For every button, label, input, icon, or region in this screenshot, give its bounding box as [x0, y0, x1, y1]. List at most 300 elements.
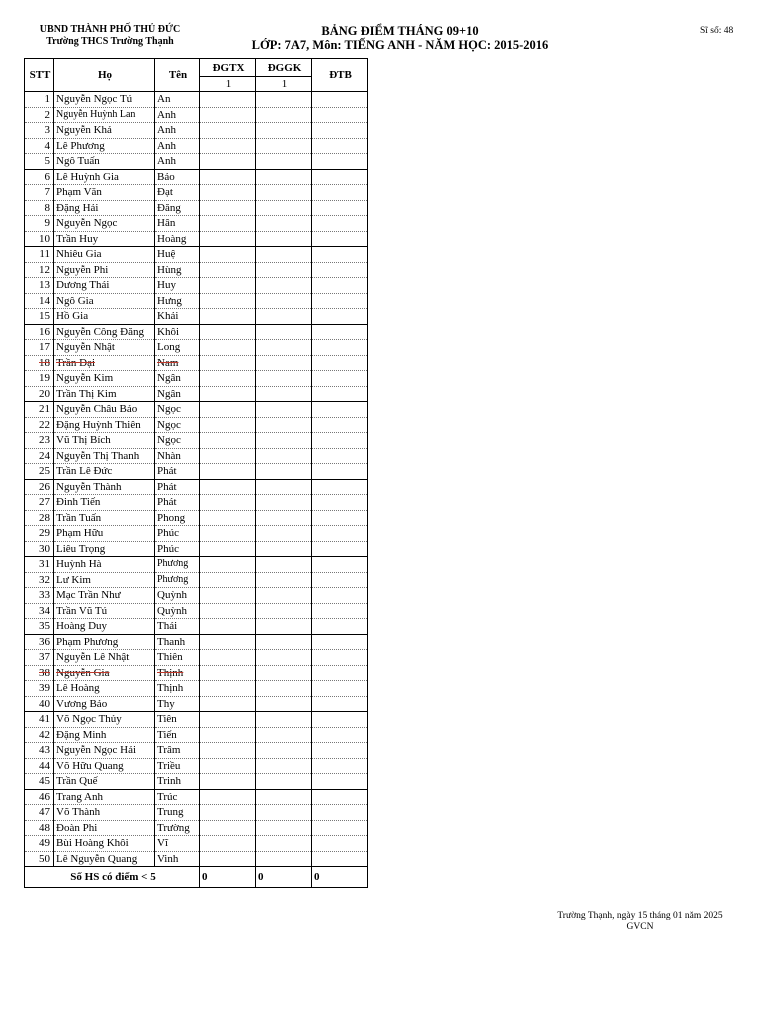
row-dggk: [256, 650, 312, 666]
row-ho: Dương Thái: [54, 278, 155, 294]
row-dtb: [312, 92, 368, 108]
row-ho: Ngô Tuấn: [54, 154, 155, 170]
row-ten: Phát: [155, 464, 200, 480]
row-stt: 38: [25, 665, 54, 681]
table-row: [25, 681, 368, 697]
row-dtb: [312, 557, 368, 573]
row-dtb: [312, 371, 368, 387]
row-dgtx: [200, 588, 256, 604]
row-dggk: [256, 464, 312, 480]
row-ten: Anh: [155, 138, 200, 154]
row-dgtx: [200, 789, 256, 805]
row-ho: Nguyễn Thị Thanh: [54, 448, 155, 464]
header-ho: Họ: [54, 59, 155, 92]
row-ten: Ngân: [155, 371, 200, 387]
row-stt: 28: [25, 510, 54, 526]
row-ten: Đạt: [155, 185, 200, 201]
row-ten: Quỳnh: [155, 603, 200, 619]
row-dgtx: [200, 836, 256, 852]
row-dggk: [256, 774, 312, 790]
row-dtb: [312, 123, 368, 139]
table-row: [25, 495, 368, 511]
row-stt: 48: [25, 820, 54, 836]
table-row: [25, 278, 368, 294]
row-dgtx: [200, 448, 256, 464]
row-dggk: [256, 526, 312, 542]
row-dggk: [256, 619, 312, 635]
row-stt: 46: [25, 789, 54, 805]
row-dgtx: [200, 464, 256, 480]
row-dtb: [312, 355, 368, 371]
row-dggk: [256, 169, 312, 185]
row-ho: Nguyễn Kim: [54, 371, 155, 387]
row-stt: 7: [25, 185, 54, 201]
row-dtb: [312, 572, 368, 588]
org-line-1: UBND THÀNH PHỐ THỦ ĐỨC: [39, 24, 181, 35]
table-row: [25, 262, 368, 278]
row-dtb: [312, 851, 368, 867]
summary-dgtx: 0: [200, 867, 256, 888]
row-dggk: [256, 386, 312, 402]
table-row: [25, 836, 368, 852]
row-ten: Hưng: [155, 293, 200, 309]
row-ho: Đặng Huỳnh Thiên: [54, 417, 155, 433]
row-stt: 31: [25, 557, 54, 573]
row-ho: Trần Quế: [54, 774, 155, 790]
row-ho: Trần Tuấn: [54, 510, 155, 526]
row-dggk: [256, 603, 312, 619]
table-row: [25, 386, 368, 402]
table-row: [25, 743, 368, 759]
row-dgtx: [200, 696, 256, 712]
row-dtb: [312, 402, 368, 418]
row-dggk: [256, 495, 312, 511]
row-dgtx: [200, 185, 256, 201]
row-dgtx: [200, 758, 256, 774]
table-row: [25, 789, 368, 805]
row-dtb: [312, 448, 368, 464]
title-line-1: BẢNG ĐIỂM THÁNG 09+10: [321, 24, 479, 38]
row-ten: Đăng: [155, 200, 200, 216]
row-dtb: [312, 805, 368, 821]
row-ho: Trần Đại: [54, 355, 155, 371]
class-size: Sĩ số: 48: [700, 26, 734, 36]
row-dtb: [312, 107, 368, 123]
row-dgtx: [200, 231, 256, 247]
row-ho: Vũ Thị Bích: [54, 433, 155, 449]
row-dggk: [256, 712, 312, 728]
row-dgtx: [200, 138, 256, 154]
row-stt: 5: [25, 154, 54, 170]
row-ho: Nguyễn Ngọc: [54, 216, 155, 232]
row-dgtx: [200, 123, 256, 139]
grade-table: [24, 58, 368, 888]
row-dtb: [312, 200, 368, 216]
row-stt: 8: [25, 200, 54, 216]
row-dgtx: [200, 557, 256, 573]
row-dtb: [312, 510, 368, 526]
row-ten: Tiên: [155, 712, 200, 728]
row-dgtx: [200, 154, 256, 170]
table-row: [25, 402, 368, 418]
row-dgtx: [200, 340, 256, 356]
row-ten: Ngọc: [155, 433, 200, 449]
row-ho: Trần Lê Đức: [54, 464, 155, 480]
subheader-dggk: 1: [256, 77, 312, 92]
row-stt: 50: [25, 851, 54, 867]
row-dgtx: [200, 293, 256, 309]
row-stt: 14: [25, 293, 54, 309]
row-stt: 43: [25, 743, 54, 759]
row-dgtx: [200, 309, 256, 325]
table-row: [25, 634, 368, 650]
header-dggk: ĐGGK: [256, 59, 312, 77]
row-dggk: [256, 154, 312, 170]
row-dgtx: [200, 371, 256, 387]
row-ho: Võ Thành: [54, 805, 155, 821]
row-stt: 10: [25, 231, 54, 247]
row-ten: Nam: [155, 355, 200, 371]
row-dgtx: [200, 774, 256, 790]
row-dggk: [256, 572, 312, 588]
row-ho: Ngô Gia: [54, 293, 155, 309]
row-dgtx: [200, 510, 256, 526]
row-stt: 39: [25, 681, 54, 697]
signature-date: Trường Thạnh, ngày 15 tháng 01 năm 2025: [557, 911, 723, 921]
row-stt: 37: [25, 650, 54, 666]
row-dggk: [256, 634, 312, 650]
row-ten: Hoàng: [155, 231, 200, 247]
table-row: [25, 758, 368, 774]
row-ho: Đinh Tiến: [54, 495, 155, 511]
row-dggk: [256, 727, 312, 743]
row-dgtx: [200, 417, 256, 433]
row-dtb: [312, 169, 368, 185]
row-ten: Long: [155, 340, 200, 356]
row-dtb: [312, 185, 368, 201]
summary-dggk: 0: [256, 867, 312, 888]
row-dggk: [256, 743, 312, 759]
row-dggk: [256, 789, 312, 805]
header-dtb: ĐTB: [312, 59, 368, 92]
row-ten: Ngọc: [155, 402, 200, 418]
row-stt: 44: [25, 758, 54, 774]
row-ten: Khải: [155, 309, 200, 325]
row-dggk: [256, 200, 312, 216]
row-ten: Vinh: [155, 851, 200, 867]
row-ten: Thái: [155, 619, 200, 635]
table-row: [25, 200, 368, 216]
row-ho: Hồ Gia: [54, 309, 155, 325]
row-ho: Bùi Hoàng Khôi: [54, 836, 155, 852]
row-ten: Phương: [155, 572, 200, 588]
row-stt: 27: [25, 495, 54, 511]
row-stt: 12: [25, 262, 54, 278]
row-ten: Khôi: [155, 324, 200, 340]
row-stt: 2: [25, 107, 54, 123]
row-ho: Nguyễn Nhật: [54, 340, 155, 356]
table-row: [25, 774, 368, 790]
table-row: [25, 557, 368, 573]
row-dtb: [312, 634, 368, 650]
row-ho: Phạm Phương: [54, 634, 155, 650]
row-dggk: [256, 231, 312, 247]
row-ten: Phúc: [155, 541, 200, 557]
header-stt: STT: [25, 59, 54, 92]
row-dtb: [312, 386, 368, 402]
row-dgtx: [200, 433, 256, 449]
org-header: [24, 24, 196, 48]
row-dggk: [256, 309, 312, 325]
row-dtb: [312, 479, 368, 495]
table-row: [25, 92, 368, 108]
table-row: [25, 665, 368, 681]
row-ten: Bảo: [155, 169, 200, 185]
row-ho: Phạm Hữu: [54, 526, 155, 542]
row-ten: Ngọc: [155, 417, 200, 433]
row-ten: An: [155, 92, 200, 108]
row-dgtx: [200, 402, 256, 418]
row-dggk: [256, 681, 312, 697]
row-stt: 49: [25, 836, 54, 852]
row-dggk: [256, 138, 312, 154]
row-ten: Thịnh: [155, 681, 200, 697]
table-row: [25, 712, 368, 728]
table-row: [25, 603, 368, 619]
row-stt: 42: [25, 727, 54, 743]
row-ten: Trung: [155, 805, 200, 821]
header-ten: Tên: [155, 59, 200, 92]
row-stt: 36: [25, 634, 54, 650]
row-dtb: [312, 789, 368, 805]
row-ho: Võ Hữu Quang: [54, 758, 155, 774]
table-row: [25, 123, 368, 139]
row-ten: Trinh: [155, 774, 200, 790]
row-dtb: [312, 619, 368, 635]
row-dggk: [256, 216, 312, 232]
row-ten: Huệ: [155, 247, 200, 263]
row-ten: Quỳnh: [155, 588, 200, 604]
row-dggk: [256, 247, 312, 263]
row-stt: 19: [25, 371, 54, 387]
row-stt: 4: [25, 138, 54, 154]
row-ho: Nguyễn Công Đăng: [54, 324, 155, 340]
table-row: [25, 541, 368, 557]
row-dgtx: [200, 820, 256, 836]
row-dggk: [256, 417, 312, 433]
row-dgtx: [200, 805, 256, 821]
table-row: [25, 340, 368, 356]
row-dtb: [312, 216, 368, 232]
row-stt: 30: [25, 541, 54, 557]
row-dgtx: [200, 851, 256, 867]
table-row: [25, 650, 368, 666]
row-ho: Lê Hoàng: [54, 681, 155, 697]
table-row: [25, 154, 368, 170]
header-dgtx: ĐGTX: [200, 59, 256, 77]
row-stt: 24: [25, 448, 54, 464]
row-dgtx: [200, 92, 256, 108]
summary-dtb: 0: [312, 867, 368, 888]
row-stt: 47: [25, 805, 54, 821]
row-dtb: [312, 417, 368, 433]
row-ten: Triều: [155, 758, 200, 774]
row-ho: Nguyễn Thành: [54, 479, 155, 495]
table-row: [25, 107, 368, 123]
row-stt: 11: [25, 247, 54, 263]
signature-role: GVCN: [626, 922, 654, 932]
row-stt: 35: [25, 619, 54, 635]
row-stt: 22: [25, 417, 54, 433]
row-ho: Nguyễn Châu Bảo: [54, 402, 155, 418]
table-row: [25, 572, 368, 588]
row-ten: Trâm: [155, 743, 200, 759]
row-ho: Hoàng Duy: [54, 619, 155, 635]
row-dtb: [312, 526, 368, 542]
row-ho: Đặng Hải: [54, 200, 155, 216]
table-row: [25, 448, 368, 464]
row-ho: Nguyễn Gia: [54, 665, 155, 681]
row-dtb: [312, 712, 368, 728]
row-dgtx: [200, 247, 256, 263]
row-dtb: [312, 696, 368, 712]
row-ten: Anh: [155, 123, 200, 139]
row-stt: 13: [25, 278, 54, 294]
row-ten: Phát: [155, 479, 200, 495]
row-dtb: [312, 262, 368, 278]
row-dtb: [312, 309, 368, 325]
table-row: [25, 851, 368, 867]
table-row: [25, 727, 368, 743]
table-row: [25, 247, 368, 263]
row-dtb: [312, 650, 368, 666]
table-row: [25, 464, 368, 480]
row-ten: Thy: [155, 696, 200, 712]
row-dgtx: [200, 107, 256, 123]
table-row: [25, 216, 368, 232]
row-stt: 29: [25, 526, 54, 542]
table-row: [25, 588, 368, 604]
row-dtb: [312, 665, 368, 681]
row-ten: Vĩ: [155, 836, 200, 852]
row-ten: Tiến: [155, 727, 200, 743]
org-line-2: Trường THCS Trường Thạnh: [46, 36, 174, 47]
row-stt: 1: [25, 92, 54, 108]
row-dtb: [312, 247, 368, 263]
table-row: [25, 138, 368, 154]
row-dggk: [256, 402, 312, 418]
row-dggk: [256, 355, 312, 371]
row-stt: 25: [25, 464, 54, 480]
row-dgtx: [200, 278, 256, 294]
row-ho: Lư Kim: [54, 572, 155, 588]
row-ho: Nguyễn Ngọc Hải: [54, 743, 155, 759]
row-dtb: [312, 743, 368, 759]
row-ten: Nhàn: [155, 448, 200, 464]
row-stt: 45: [25, 774, 54, 790]
table-row: [25, 526, 368, 542]
row-dgtx: [200, 603, 256, 619]
row-dgtx: [200, 355, 256, 371]
row-dgtx: [200, 495, 256, 511]
row-dtb: [312, 464, 368, 480]
row-dggk: [256, 107, 312, 123]
row-ten: Trúc: [155, 789, 200, 805]
row-stt: 34: [25, 603, 54, 619]
row-ten: Hân: [155, 216, 200, 232]
row-ho: Đặng Minh: [54, 727, 155, 743]
row-dggk: [256, 371, 312, 387]
row-dgtx: [200, 712, 256, 728]
row-ho: Nguyễn Ngọc Tú: [54, 92, 155, 108]
row-stt: 32: [25, 572, 54, 588]
row-dggk: [256, 278, 312, 294]
row-stt: 17: [25, 340, 54, 356]
row-dtb: [312, 820, 368, 836]
title-line-2: LỚP: 7A7, Môn: TIẾNG ANH - NĂM HỌC: 2015-2016: [251, 38, 549, 52]
row-dggk: [256, 588, 312, 604]
table-row: [25, 820, 368, 836]
row-dtb: [312, 727, 368, 743]
row-ho: Trần Vũ Tú: [54, 603, 155, 619]
row-dggk: [256, 805, 312, 821]
row-dtb: [312, 340, 368, 356]
table-row: [25, 231, 368, 247]
row-dtb: [312, 836, 368, 852]
row-dgtx: [200, 262, 256, 278]
row-stt: 33: [25, 588, 54, 604]
row-dggk: [256, 324, 312, 340]
row-dggk: [256, 541, 312, 557]
row-ho: Nguyễn Lê Nhật: [54, 650, 155, 666]
row-dtb: [312, 324, 368, 340]
row-stt: 16: [25, 324, 54, 340]
row-stt: 20: [25, 386, 54, 402]
table-row: [25, 309, 368, 325]
row-dggk: [256, 262, 312, 278]
row-dgtx: [200, 526, 256, 542]
row-ho: Lê Huỳnh Gia: [54, 169, 155, 185]
row-dgtx: [200, 650, 256, 666]
row-dgtx: [200, 681, 256, 697]
row-ho: Nhiêu Gia: [54, 247, 155, 263]
row-stt: 26: [25, 479, 54, 495]
row-ho: Trần Huy: [54, 231, 155, 247]
row-dgtx: [200, 634, 256, 650]
row-dggk: [256, 340, 312, 356]
row-dggk: [256, 448, 312, 464]
row-stt: 15: [25, 309, 54, 325]
row-dgtx: [200, 169, 256, 185]
row-dggk: [256, 696, 312, 712]
row-dggk: [256, 479, 312, 495]
row-ten: Anh: [155, 154, 200, 170]
row-ten: Hùng: [155, 262, 200, 278]
row-ten: Phúc: [155, 526, 200, 542]
row-ho: Huỳnh Hà: [54, 557, 155, 573]
row-dgtx: [200, 541, 256, 557]
table-row: [25, 169, 368, 185]
row-dggk: [256, 557, 312, 573]
table-row: [25, 696, 368, 712]
row-ho: Nguyễn Khả: [54, 123, 155, 139]
row-dgtx: [200, 216, 256, 232]
row-ten: Thịnh: [155, 665, 200, 681]
row-ho: Lê Nguyễn Quang: [54, 851, 155, 867]
table-row: [25, 293, 368, 309]
row-stt: 21: [25, 402, 54, 418]
table-row: [25, 805, 368, 821]
